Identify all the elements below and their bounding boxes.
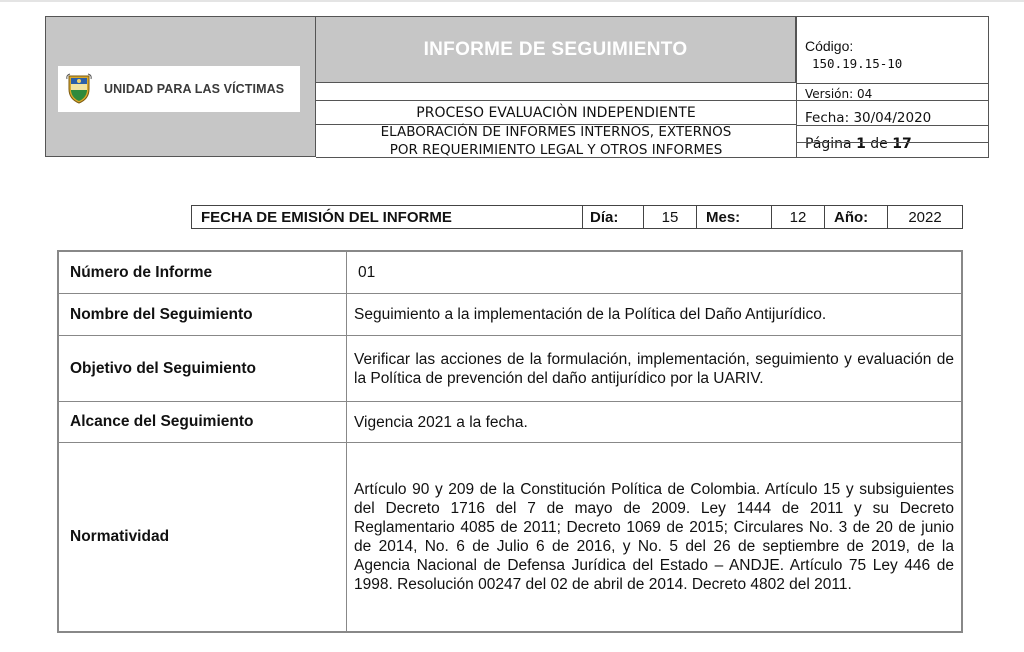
divider: [796, 16, 989, 17]
divider: [796, 83, 989, 84]
codigo: [805, 38, 909, 73]
table-row-objetivo: [59, 335, 961, 401]
objetivo-value: Verificar las acciones de la formulación, implementación, seguimiento y evaluación de la Política de prevención del daño antijurídico por la UARIV.: [354, 350, 954, 387]
document-header: [45, 16, 989, 158]
normatividad-label: Normatividad: [59, 443, 347, 631]
fecha-label: Fecha:: [805, 110, 850, 126]
year-label: Año:: [825, 206, 888, 228]
pagina-total: 17: [892, 136, 912, 152]
top-divider: [0, 0, 1024, 2]
logo: [58, 66, 300, 112]
emission-date-row: [191, 205, 963, 229]
fecha: [805, 110, 931, 126]
process-name: PROCESO EVALUACIÒN INDEPENDIENTE: [316, 100, 796, 125]
fecha-value: 30/04/2020: [853, 110, 932, 126]
alcance-value: Vigencia 2021 a la fecha.: [354, 413, 528, 431]
version-label: Versión:: [805, 87, 854, 101]
month-value: 12: [772, 206, 825, 228]
codigo-value: 150.19.15-10: [812, 56, 903, 71]
elaboration-line-2: POR REQUERIMIENTO LEGAL Y OTROS INFORMES: [389, 142, 723, 158]
logo-text: UNIDAD PARA LAS VÍCTIMAS: [104, 82, 285, 96]
table-row-nombre: [59, 293, 961, 335]
coat-of-arms-icon: [66, 73, 92, 105]
objetivo-label: Objetivo del Seguimiento: [59, 336, 347, 401]
divider: [796, 142, 989, 143]
emission-label: FECHA DE EMISIÓN DEL INFORME: [192, 206, 583, 228]
table-row-normatividad: [59, 442, 961, 631]
pagina-of: de: [870, 136, 888, 152]
pagina-label: Página: [805, 136, 852, 152]
document-metadata: [796, 16, 989, 158]
report-title: INFORME DE SEGUIMIENTO: [316, 16, 796, 83]
table-row-numero: [59, 252, 961, 293]
numero-label: Número de Informe: [59, 252, 347, 293]
pagina: [805, 136, 912, 152]
numero-value: 01: [358, 264, 376, 281]
objetivo-cell: [347, 336, 961, 401]
logo-cell: [45, 16, 316, 157]
version: [805, 87, 872, 101]
year-value: 2022: [908, 208, 942, 226]
divider: [796, 100, 989, 101]
elaboration-description: [316, 125, 796, 158]
pagina-current: 1: [856, 136, 866, 152]
table-row-alcance: [59, 401, 961, 442]
month-label: Mes:: [697, 206, 772, 228]
nombre-label: Nombre del Seguimiento: [59, 294, 347, 335]
normatividad-cell: [347, 443, 961, 631]
normatividad-value: Artículo 90 y 209 de la Constitución Política de Colombia. Artículo 15 y subsiguientes del Decreto 1716 del 7 de mayo de 2009. Ley 1444 de 2011 y su Decreto Reglamentario 4085 de 2011; Decreto 1069 de 2015; Circulares No. 3 de 20 de junio de 2014, No. 6 de Julio 6 de 2016, y No. 5 del 26 de septiembre de 2019, de la Agencia Nacional de Defensa Jurídica del Estado – ANDJE. Artículo 75 Ley 446 de 1998. Resolución 00247 del 02 de abril de 2014. Decreto 4802 del 2011.: [354, 481, 954, 593]
codigo-label: Código:: [805, 38, 854, 54]
alcance-label: Alcance del Seguimiento: [59, 402, 347, 442]
divider: [796, 125, 989, 126]
version-value: 04: [857, 87, 873, 101]
divider: [796, 157, 989, 158]
nombre-value: Seguimiento a la implementación de la Política del Daño Antijurídico.: [354, 306, 827, 323]
day-value: 15: [644, 206, 697, 228]
report-info-table: [57, 250, 963, 633]
day-label: Día:: [583, 206, 644, 228]
elaboration-line-1: ELABORACIÓN DE INFORMES INTERNOS, EXTERNOS: [380, 124, 732, 140]
